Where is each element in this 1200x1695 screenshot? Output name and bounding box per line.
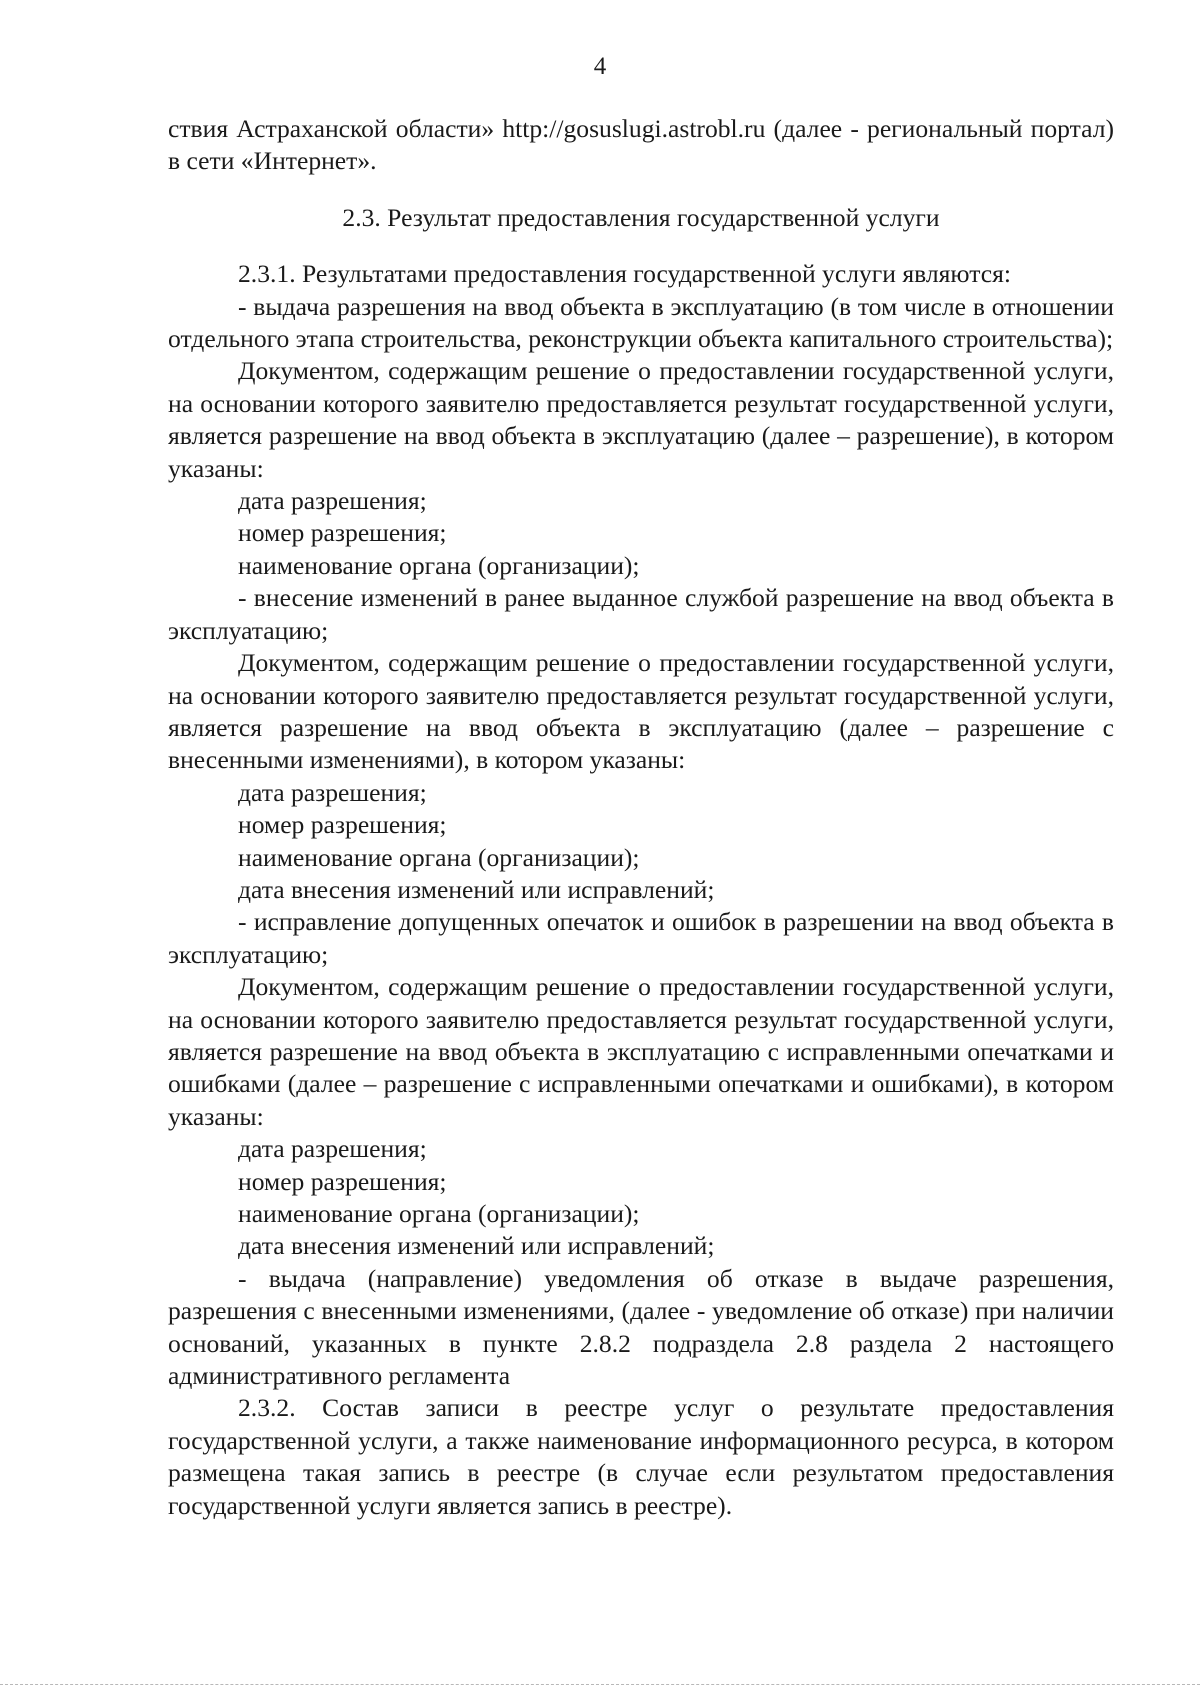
paragraph: - исправление допущенных опечаток и ошибок в разрешении на ввод объекта в эксплуатацию; [168, 907, 1114, 969]
document-body [168, 113, 1114, 1522]
list-item: наименование органа (организации); [238, 1199, 640, 1228]
list-item: дата разрешения; [238, 777, 427, 807]
list-item: дата внесения изменений или исправлений; [238, 874, 715, 904]
page-number: 4 [593, 53, 607, 80]
list-item: номер разрешения; [238, 1166, 447, 1196]
list-item: номер разрешения; [238, 810, 447, 840]
list-item: дата разрешения; [238, 1134, 427, 1164]
paragraph: - выдача (направление) уведомления об отказе в выдаче разрешения, разрешения с внесенными изменениями, (далее - уведомление об отказе) при наличии оснований, указанных в пункте 2.8.2 подраздела 2.8 раздела 2 настоящего административного регламента [168, 1263, 1114, 1391]
paragraph: Документом, содержащим решение о предоставлении государственной услуги, на основании которого заявителю предоставляется результат государственной услуги, является разрешение на ввод объекта в эксплуатацию с исправленными опечатками и ошибками (далее – разрешение с исправленными опечатками и ошибками), в котором указаны: [168, 972, 1114, 1131]
list-item: наименование органа (организации); [238, 842, 640, 872]
section-heading: 2.3. Результат предоставления государственной услуги [342, 202, 940, 232]
list-item: номер разрешения; [238, 518, 447, 548]
paragraph: - выдача разрешения на ввод объекта в эксплуатацию (в том числе в отношении отдельного этапа строительства, реконструкции объекта капитального строительства); [168, 291, 1114, 354]
paragraph-continuation: ствия Астраханской области» http://gosuslugi.astrobl.ru (далее - региональный портал) в сети «Интернет». [168, 114, 1114, 176]
paragraph: 2.3.2. Состав записи в реестре услуг о результате предоставления государственной услуги, а также наименование информационного ресурса, в котором размещена такая запись в реестре (в случае если результатом предоставления государственной услуги является запись в реестре). [168, 1393, 1114, 1520]
list-item: дата разрешения; [238, 486, 427, 516]
paragraph: Документом, содержащим решение о предоставлении государственной услуги, на основании которого заявителю предоставляется результат государственной услуги, является разрешение на ввод объекта в эксплуатацию (далее – разрешение с внесенными изменениями), в котором указаны: [168, 648, 1114, 775]
paragraph: 2.3.1. Результатами предоставления государственной услуги являются: [238, 259, 1011, 289]
list-item: дата внесения изменений или исправлений; [238, 1231, 715, 1261]
paragraph: Документом, содержащим решение о предоставлении государственной услуги, на основании которого заявителю предоставляется результат государственной услуги, является разрешение на ввод объекта в эксплуатацию (далее – разрешение), в котором указаны: [168, 356, 1114, 483]
paragraph: - внесение изменений в ранее выданное службой разрешение на ввод объекта в эксплуатацию; [168, 583, 1114, 645]
list-item: наименование органа (организации); [238, 550, 640, 580]
scan-edge-rule [0, 1684, 1200, 1685]
